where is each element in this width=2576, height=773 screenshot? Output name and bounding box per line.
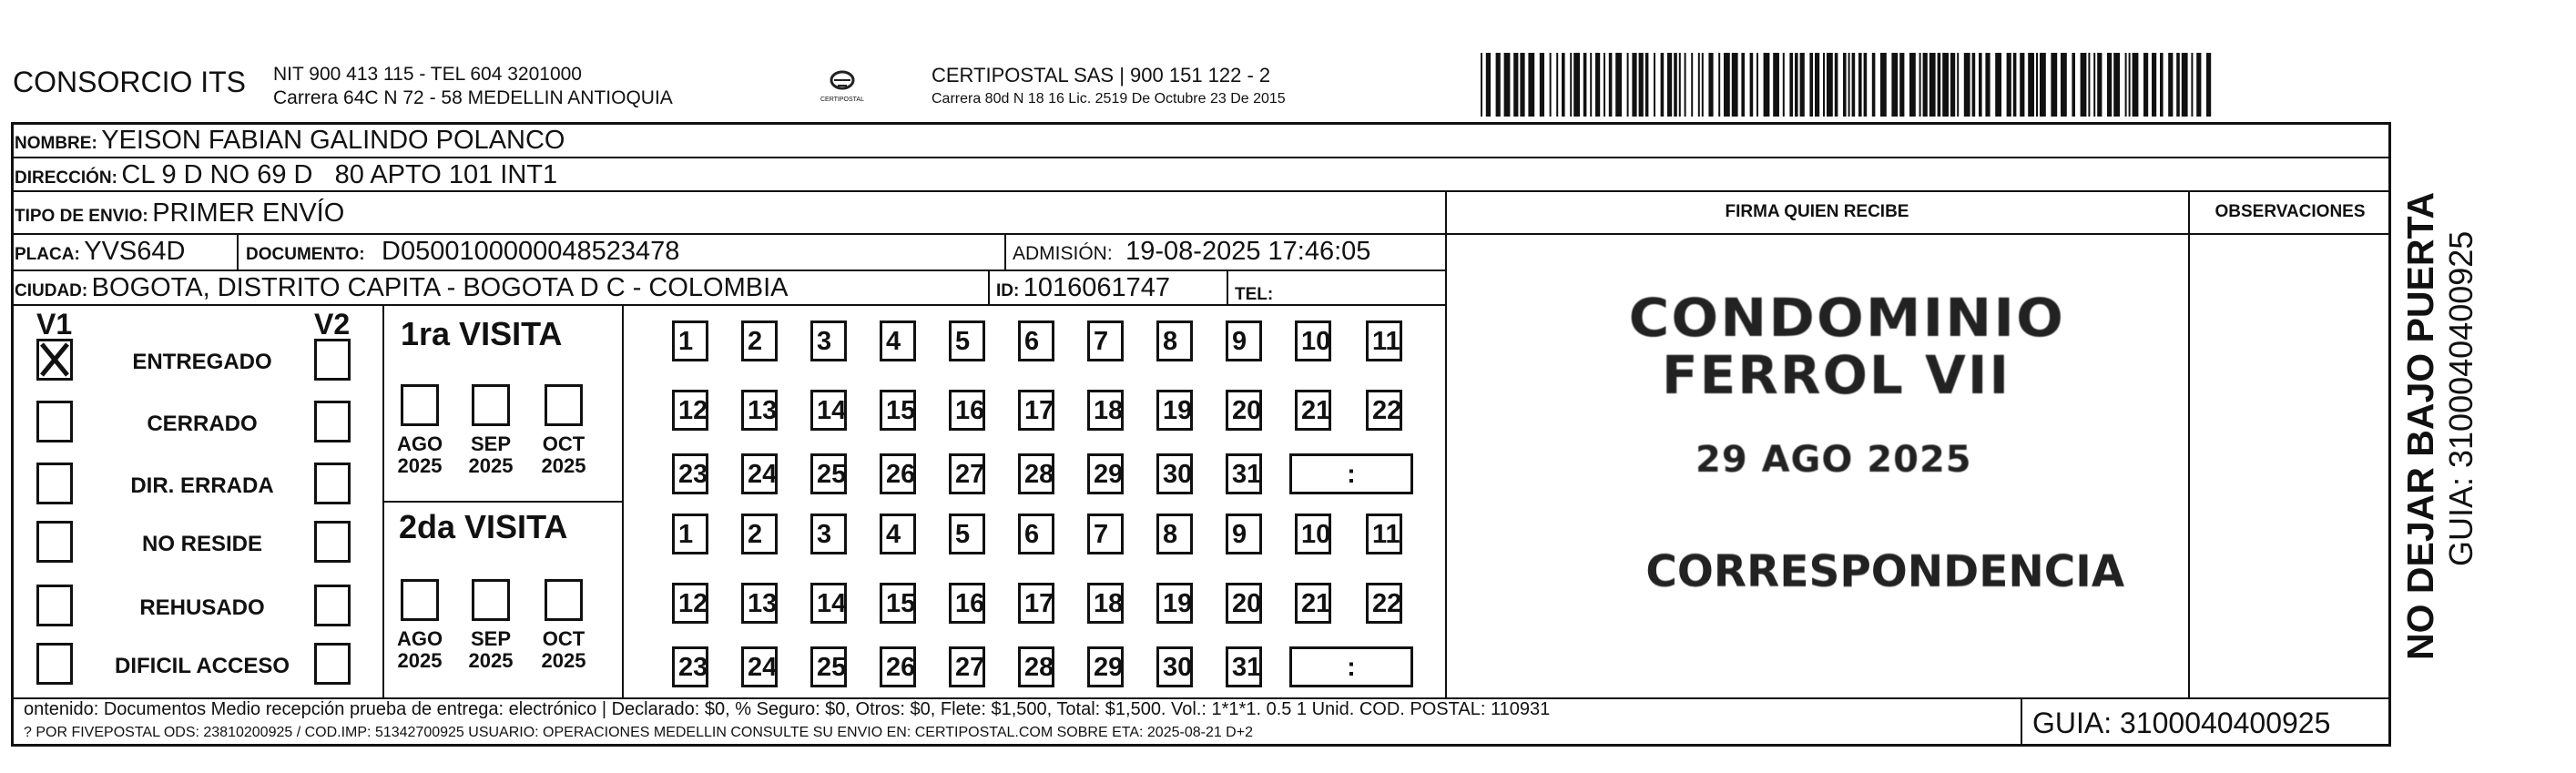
first-visit-month-label: [392, 433, 448, 477]
second-visit-month-checkbox[interactable]: [545, 579, 583, 621]
barcode-bar: [2129, 53, 2131, 117]
barcode-bar: [1562, 53, 1565, 117]
second-visit-day-box[interactable]: 28: [1018, 646, 1054, 687]
check-x-icon: [39, 341, 70, 378]
first-visit-day-box[interactable]: 29: [1087, 453, 1124, 494]
second-visit-day-box[interactable]: 11: [1366, 514, 1402, 554]
second-visit-day-box[interactable]: 24: [741, 646, 778, 687]
second-visit-day-box[interactable]: 17: [1018, 583, 1054, 624]
first-visit-day-box[interactable]: 5: [949, 320, 985, 361]
second-visit-day-box[interactable]: 31: [1226, 646, 1262, 687]
barcode: [1481, 53, 2215, 117]
nombre-value: YEISON FABIAN GALINDO POLANCO: [101, 126, 565, 155]
barcode-bar: [2143, 53, 2148, 117]
first-visit-day-box[interactable]: 24: [741, 453, 778, 494]
second-visit-day-box[interactable]: 1: [672, 514, 708, 554]
admision-row: [1013, 237, 1370, 267]
barcode-bar: [1661, 53, 1665, 117]
barcode-bar: [1632, 53, 1636, 117]
status-label: DIR. ERRADA: [130, 473, 274, 498]
barcode-bar: [1504, 53, 1511, 117]
first-visit-month-checkbox[interactable]: [545, 384, 583, 426]
first-visit-day-box[interactable]: 23: [672, 453, 708, 494]
barcode-bar: [1985, 53, 1990, 117]
month-name: SEP: [470, 432, 512, 455]
barcode-bar: [2036, 53, 2038, 117]
barcode-bar: [1667, 53, 1672, 117]
second-visit-day-box[interactable]: 7: [1087, 514, 1124, 554]
v1-checkbox[interactable]: [36, 401, 73, 442]
barcode-bar: [2040, 53, 2046, 117]
v2-header: V2: [314, 308, 351, 341]
stamp-line2: FERROL VII: [1662, 344, 2011, 406]
barcode-bar: [1795, 53, 1798, 117]
barcode-bar: [1835, 53, 1838, 117]
first-visit-day-box[interactable]: 11: [1366, 320, 1402, 361]
stamp-line3: CORRESPONDENCIA: [1645, 546, 2125, 597]
first-visit-day-box[interactable]: 10: [1295, 320, 1331, 361]
barcode-bar: [1573, 53, 1580, 117]
barcode-bar: [1950, 53, 1955, 117]
first-visit-day-box[interactable]: 6: [1018, 320, 1054, 361]
month-name: OCT: [542, 627, 585, 650]
first-visit-month-checkbox[interactable]: [401, 384, 439, 426]
second-visit-day-box[interactable]: 10: [1295, 514, 1331, 554]
first-visit-time-box[interactable]: :: [1289, 453, 1413, 494]
first-visit-day-box[interactable]: 8: [1156, 320, 1193, 361]
second-visit-time-box[interactable]: :: [1289, 646, 1413, 687]
second-visit-day-box[interactable]: 13: [741, 583, 778, 624]
barcode-bar: [1732, 53, 1738, 117]
barcode-bar: [1800, 53, 1805, 117]
first-visit-day-box[interactable]: 19: [1156, 390, 1193, 431]
second-visit-day-box[interactable]: 5: [949, 514, 985, 554]
barcode-bar: [1756, 53, 1758, 117]
barcode-bar: [2152, 53, 2156, 117]
barcode-bar: [1773, 53, 1779, 117]
barcode-bar: [1654, 53, 1655, 117]
barcode-bar: [1590, 53, 1592, 117]
second-visit-day-box[interactable]: 16: [949, 583, 985, 624]
second-visit-day-box[interactable]: 9: [1226, 514, 1262, 554]
month-name: SEP: [470, 627, 512, 650]
first-visit-day-box[interactable]: 13: [741, 390, 778, 431]
second-visit-day-box[interactable]: 27: [949, 646, 985, 687]
second-visit-day-box[interactable]: 23: [672, 646, 708, 687]
barcode-bar: [1809, 53, 1813, 117]
barcode-bar: [2206, 53, 2211, 117]
first-visit-day-box[interactable]: 1: [672, 320, 708, 361]
documento-label: DOCUMENTO:: [246, 245, 365, 264]
barcode-bar: [1679, 53, 1681, 117]
company-name: CONSORCIO ITS: [13, 66, 247, 98]
second-visit-day-box[interactable]: 14: [810, 583, 847, 624]
barcode-bar: [2125, 53, 2127, 117]
placa-row: [15, 237, 185, 267]
status-label: REHUSADO: [139, 595, 265, 620]
company-nit: NIT 900 413 115 - TEL 604 3201000: [273, 64, 582, 85]
barcode-bar: [1864, 53, 1868, 117]
second-visit-day-box[interactable]: 8: [1156, 514, 1193, 554]
barcode-bar: [2020, 53, 2024, 117]
second-visit-month-checkbox[interactable]: [401, 579, 439, 621]
first-visit-day-box[interactable]: 26: [880, 453, 916, 494]
barcode-bar: [2133, 53, 2139, 117]
id-value: 1016061747: [1023, 273, 1171, 302]
second-visit-day-box[interactable]: 25: [810, 646, 847, 687]
status-label: CERRADO: [147, 412, 258, 436]
barcode-bar: [2081, 53, 2087, 117]
barcode-bar: [1540, 53, 1544, 117]
barcode-bar: [2191, 53, 2193, 117]
barcode-bar: [1827, 53, 1833, 117]
id-label: ID:: [996, 281, 1020, 300]
barcode-bar: [1899, 53, 1904, 117]
first-visit-month-checkbox[interactable]: [472, 384, 510, 426]
first-visit-day-box[interactable]: 9: [1226, 320, 1262, 361]
tipo-row: [15, 198, 344, 229]
id-row: [996, 273, 1170, 303]
admision-label: ADMISIÓN:: [1013, 243, 1113, 264]
month-year: 2025: [397, 454, 443, 477]
second-visit-day-box[interactable]: 30: [1156, 646, 1193, 687]
first-visit-day-box[interactable]: 3: [810, 320, 847, 361]
barcode-bar: [1496, 53, 1501, 117]
contenido-line: ontenido: Documentos Medio recepción prueba de entrega: electrónico | Declarado: $0, % Seguro: $0, Otros: $0, Flete: $1,500, Total: $1,500. Vol.: 1*1*1. 0.5 1 Unid. COD. POSTAL: 110931: [24, 699, 1551, 719]
firma-header: FIRMA QUIEN RECIBE: [1725, 202, 1909, 221]
first-visit-day-box[interactable]: 14: [810, 390, 847, 431]
v1-checkbox[interactable]: [36, 463, 73, 504]
month-name: OCT: [542, 432, 585, 455]
barcode-bar: [1702, 53, 1704, 117]
barcode-bar: [1486, 53, 1491, 117]
status-label: NO RESIDE: [141, 532, 263, 556]
barcode-bar: [1724, 53, 1730, 117]
first-visit-day-box[interactable]: 20: [1226, 390, 1262, 431]
barcode-bar: [1919, 53, 1921, 117]
first-visit-day-box[interactable]: 7: [1087, 320, 1124, 361]
barcode-bar: [1513, 53, 1518, 117]
documento-value: D0500100000048523478: [382, 237, 680, 266]
documento-row: [246, 237, 679, 267]
admision-value: 19-08-2025 17:46:05: [1125, 237, 1371, 266]
barcode-bar: [1823, 53, 1825, 117]
v1-checkbox[interactable]: [36, 643, 73, 685]
barcode-bar: [1627, 53, 1629, 117]
barcode-bar: [1938, 53, 1941, 117]
second-visit-month-checkbox[interactable]: [472, 579, 510, 621]
barcode-bar: [1691, 53, 1693, 117]
barcode-bar: [1604, 53, 1605, 117]
barcode-bar: [1858, 53, 1862, 117]
second-visit-day-box[interactable]: 12: [672, 583, 708, 624]
nombre-row: [15, 126, 565, 156]
barcode-bar: [1995, 53, 2001, 117]
first-visit-title: 1ra VISITA: [401, 315, 563, 352]
barcode-bar: [2072, 53, 2075, 117]
second-visit-month-label: [392, 628, 448, 672]
side-guia: GUIA: 3100040400925: [2442, 230, 2479, 566]
stamp-date: 29 AGO 2025: [1695, 439, 1972, 481]
second-visit-day-box[interactable]: 3: [810, 514, 847, 554]
second-visit-day-box[interactable]: 29: [1087, 646, 1124, 687]
first-visit-day-box[interactable]: 22: [1366, 390, 1402, 431]
barcode-bar: [2113, 53, 2120, 117]
second-visit-day-box[interactable]: 6: [1018, 514, 1054, 554]
v2-checkbox[interactable]: [314, 643, 351, 685]
no-dejar-label: NO DEJAR BAJO PUERTA: [2399, 191, 2441, 660]
barcode-bar: [2107, 53, 2112, 117]
barcode-bar: [2168, 53, 2173, 117]
barcode-bar: [1843, 53, 1847, 117]
logo-icon: [810, 66, 874, 113]
direccion-row: [15, 160, 557, 190]
company-address: Carrera 64C N 72 - 58 MEDELLIN ANTIOQUIA: [273, 87, 673, 108]
barcode-bar: [1556, 53, 1558, 117]
month-name: AGO: [396, 627, 443, 650]
barcode-bar: [1481, 53, 1482, 117]
barcode-bar: [1550, 53, 1552, 117]
month-year: 2025: [468, 649, 514, 672]
barcode-bar: [1972, 53, 1976, 117]
direccion-label: DIRECCIÓN:: [15, 168, 117, 188]
barcode-bar: [1595, 53, 1600, 117]
barcode-bar: [1708, 53, 1713, 117]
first-visit-day-box[interactable]: 2: [741, 320, 778, 361]
first-visit-day-box[interactable]: 12: [672, 390, 708, 431]
first-visit-day-box[interactable]: 30: [1156, 453, 1193, 494]
certipostal-info: CERTIPOSTAL SAS | 900 151 122 - 2: [932, 64, 1271, 86]
certipostal-logo: [810, 66, 874, 113]
barcode-bar: [1764, 53, 1770, 117]
v2-checkbox[interactable]: [314, 401, 351, 442]
first-visit-day-box[interactable]: 16: [949, 390, 985, 431]
barcode-bar: [1520, 53, 1524, 117]
second-visit-day-box[interactable]: 19: [1156, 583, 1193, 624]
direccion-value: CL 9 D NO 69 D 80 APTO 101 INT1: [121, 160, 558, 189]
second-visit-month-label: [463, 628, 519, 672]
barcode-bar: [2093, 53, 2095, 117]
barcode-bar: [1929, 53, 1936, 117]
barcode-bar: [2182, 53, 2188, 117]
status-label: ENTREGADO: [132, 350, 272, 374]
barcode-bar: [1872, 53, 1876, 117]
barcode-bar: [1674, 53, 1677, 117]
barcode-bar: [1848, 53, 1850, 117]
barcode-bar: [2097, 53, 2102, 117]
second-visit-day-box[interactable]: 22: [1366, 583, 1402, 624]
barcode-bar: [1957, 53, 1959, 117]
barcode-bar: [1942, 53, 1949, 117]
tel-label: TEL:: [1235, 285, 1274, 304]
footer-guia: GUIA: 3100040400925: [2032, 707, 2331, 739]
second-visit-day-box[interactable]: 15: [880, 583, 916, 624]
first-visit-day-box[interactable]: 15: [880, 390, 916, 431]
barcode-bar: [1815, 53, 1819, 117]
barcode-bar: [2007, 53, 2011, 117]
barcode-bar: [1979, 53, 1982, 117]
barcode-bar: [1583, 53, 1587, 117]
stamp-line1: CONDOMINIO: [1628, 287, 2066, 349]
barcode-bar: [1570, 53, 1572, 117]
tipo-value: PRIMER ENVÍO: [152, 198, 345, 228]
barcode-bar: [1609, 53, 1613, 117]
first-visit-day-box[interactable]: 28: [1018, 453, 1054, 494]
barcode-bar: [1639, 53, 1644, 117]
barcode-bar: [1789, 53, 1793, 117]
observaciones-header: OBSERVACIONES: [2215, 202, 2366, 221]
barcode-bar: [2013, 53, 2017, 117]
ods-line: ? POR FIVEPOSTAL ODS: 23810200925 / COD.IMP: 51342700925 USUARIO: OPERACIONES MEDELLIN CONSULTE SU ENVIO EN: CERTIPOSTAL.COM SOBRE ETA: 2025-08-21 D+2: [24, 725, 1253, 740]
barcode-bar: [1718, 53, 1720, 117]
barcode-bar: [1783, 53, 1785, 117]
month-year: 2025: [541, 454, 586, 477]
first-visit-month-label: [463, 433, 519, 477]
v1-header: V1: [36, 308, 73, 341]
first-visit-day-box[interactable]: 21: [1295, 390, 1331, 431]
barcode-bar: [2176, 53, 2180, 117]
v2-checkbox[interactable]: [314, 585, 351, 626]
barcode-bar: [1750, 53, 1754, 117]
status-label: DIFICIL ACCESO: [114, 654, 290, 678]
placa-value: YVS64D: [84, 237, 186, 266]
second-visit-day-box[interactable]: 18: [1087, 583, 1124, 624]
first-visit-day-box[interactable]: 31: [1226, 453, 1262, 494]
barcode-bar: [1909, 53, 1916, 117]
barcode-bar: [1964, 53, 1970, 117]
barcode-bar: [1698, 53, 1700, 117]
month-year: 2025: [397, 649, 443, 672]
tel-row: [1235, 277, 1273, 307]
v1-checkbox[interactable]: [36, 585, 73, 626]
ciudad-row: [15, 273, 789, 303]
barcode-bar: [2088, 53, 2090, 117]
barcode-bar: [1880, 53, 1887, 117]
v1-checkbox[interactable]: [36, 521, 73, 563]
barcode-bar: [1923, 53, 1928, 117]
second-visit-day-box[interactable]: 20: [1226, 583, 1262, 624]
nombre-label: NOMBRE:: [15, 134, 97, 153]
barcode-bar: [1685, 53, 1686, 117]
second-visit-day-box[interactable]: 4: [880, 514, 916, 554]
first-visit-day-box[interactable]: 17: [1018, 390, 1054, 431]
barcode-bar: [2028, 53, 2034, 117]
month-year: 2025: [468, 454, 514, 477]
barcode-bar: [1891, 53, 1898, 117]
first-visit-day-box[interactable]: 4: [880, 320, 916, 361]
month-name: AGO: [396, 432, 443, 455]
barcode-bar: [1852, 53, 1856, 117]
first-visit-month-label: [535, 433, 592, 477]
second-visit-title: 2da VISITA: [399, 508, 568, 545]
month-year: 2025: [541, 649, 586, 672]
first-visit-day-box[interactable]: 25: [810, 453, 847, 494]
v2-checkbox[interactable]: [314, 339, 351, 381]
tipo-label: TIPO DE ENVIO:: [15, 207, 148, 226]
v2-checkbox[interactable]: [314, 521, 351, 563]
second-visit-day-box[interactable]: 2: [741, 514, 778, 554]
logo-text: CERTIPOSTAL: [820, 97, 864, 103]
barcode-bar: [1741, 53, 1745, 117]
second-visit-month-label: [535, 628, 592, 672]
v2-checkbox[interactable]: [314, 463, 351, 504]
second-visit-day-box[interactable]: 21: [1295, 583, 1331, 624]
certipostal-license: Carrera 80d N 18 16 Lic. 2519 De Octubre 23 De 2015: [932, 91, 1286, 107]
barcode-bar: [2061, 53, 2067, 117]
barcode-bar: [2196, 53, 2201, 117]
placa-label: PLACA:: [15, 245, 80, 264]
first-visit-day-box[interactable]: 18: [1087, 390, 1124, 431]
barcode-bar: [1528, 53, 1534, 117]
barcode-bar: [1615, 53, 1622, 117]
barcode-bar: [2051, 53, 2057, 117]
second-visit-day-box[interactable]: 26: [880, 646, 916, 687]
v1-checkbox[interactable]: [36, 339, 73, 381]
first-visit-day-box[interactable]: 27: [949, 453, 985, 494]
ciudad-value: BOGOTA, DISTRITO CAPITA - BOGOTA D C - COLOMBIA: [91, 273, 789, 302]
barcode-bar: [2160, 53, 2164, 117]
barcode-bar: [1645, 53, 1649, 117]
ciudad-label: CIUDAD:: [15, 281, 88, 300]
